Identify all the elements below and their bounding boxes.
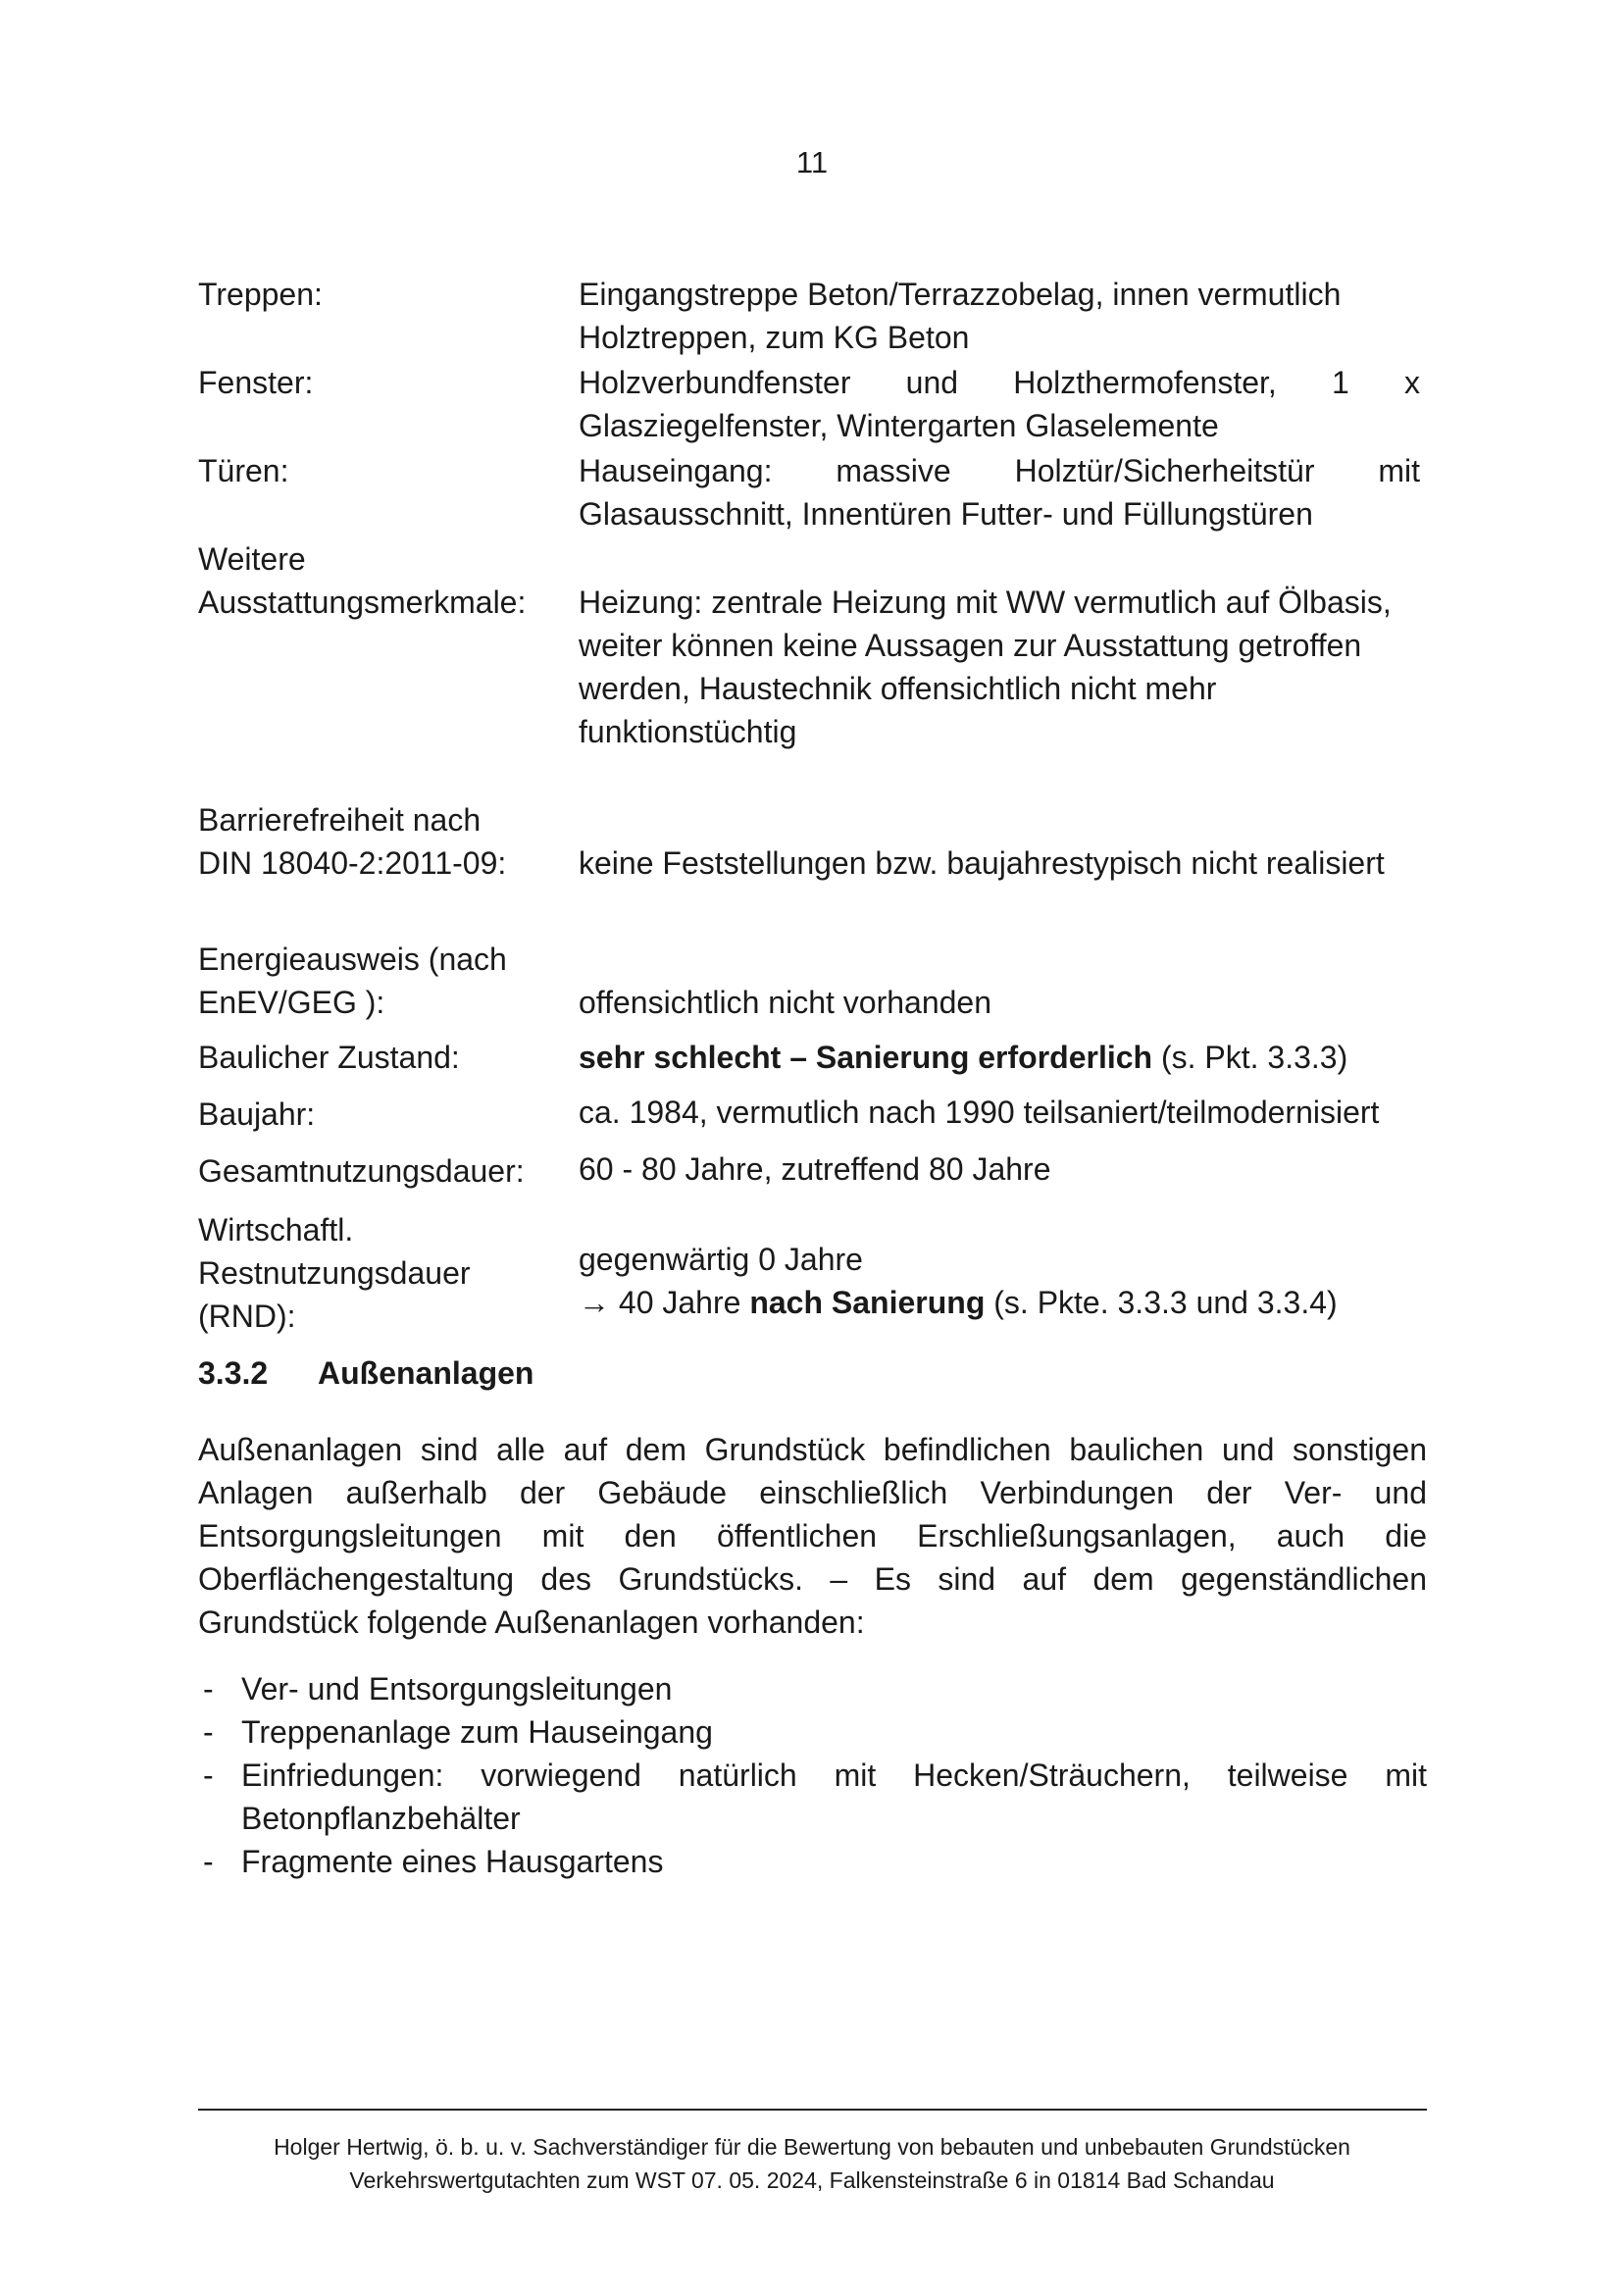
zustand-bold-text: sehr schlecht – Sanierung erforderlich — [579, 1040, 1153, 1075]
rnd-after-reference: (s. Pkte. 3.3.3 und 3.3.4) — [985, 1285, 1338, 1320]
value-tueren: Hauseingang: massive Holztür/Sicherheitstür mit Glasausschnitt, Innentüren Futter- und Füllungstüren — [579, 453, 1420, 532]
label-energieausweis: Energieausweis (nach EnEV/GEG ): — [198, 942, 507, 1020]
zustand-reference: (s. Pkt. 3.3.3) — [1152, 1040, 1348, 1075]
label-baulicher-zustand: Baulicher Zustand: — [198, 1040, 460, 1075]
footer-line-2: Verkehrswertgutachten zum WST 07. 05. 2024, Falkensteinstraße 6 in 01814 Bad Schandau — [349, 2167, 1275, 2193]
footer-divider — [198, 2109, 1427, 2111]
footer-line-1: Holger Hertwig, ö. b. u. v. Sachverständiger für die Bewertung von bebauten und unbebauten Grundstücken — [274, 2134, 1350, 2160]
value-baulicher-zustand — [579, 1036, 1420, 1079]
value-baujahr: ca. 1984, vermutlich nach 1990 teilsaniert/teilmodernisiert — [579, 1095, 1380, 1130]
label-weitere-ausstattung: Weitere Ausstattungsmerkmale: — [198, 541, 527, 620]
list-item: - Ver- und Entsorgungsleitungen — [198, 1667, 1427, 1710]
list-item: - Einfriedungen: vorwiegend natürlich mit Hecken/Sträuchern, teilweise mit Betonpflanzbehälter — [198, 1754, 1427, 1840]
rnd-after-prefix: → 40 Jahre — [579, 1285, 750, 1320]
value-energieausweis: offensichtlich nicht vorhanden — [579, 985, 992, 1020]
list-item: - Fragmente eines Hausgartens — [198, 1840, 1427, 1883]
label-fenster: Fenster: — [198, 365, 314, 400]
value-barrierefreiheit: keine Feststellungen bzw. baujahrestypisch nicht realisiert — [579, 845, 1385, 881]
value-treppen: Eingangstreppe Beton/Terrazzobelag, innen vermutlich Holztreppen, zum KG Beton — [579, 277, 1342, 355]
label-barrierefreiheit: Barrierefreiheit nach DIN 18040-2:2011-09: — [198, 802, 507, 881]
label-gesamtnutzungsdauer: Gesamtnutzungsdauer: — [198, 1153, 525, 1189]
list-item: - Treppenanlage zum Hauseingang — [198, 1710, 1427, 1754]
value-fenster: Holzverbundfenster und Holzthermofenster, 1 x Glasziegelfenster, Wintergarten Glaselemente — [579, 365, 1420, 443]
value-gesamtnutzungsdauer: 60 - 80 Jahre, zutreffend 80 Jahre — [579, 1151, 1051, 1187]
label-baujahr: Baujahr: — [198, 1096, 316, 1132]
section-number: 3.3.2 — [198, 1355, 269, 1391]
label-treppen: Treppen: — [198, 277, 323, 312]
rnd-current: gegenwärtig 0 Jahre — [579, 1242, 863, 1277]
value-weitere-ausstattung: Heizung: zentrale Heizung mit WW vermutlich auf Ölbasis, weiter können keine Aussagen zur Ausstattung getroffen werden, Haustechnik offensichtlich nicht mehr funktionstüchtig — [579, 585, 1392, 749]
section-paragraph: Außenanlagen sind alle auf dem Grundstück befindlichen baulichen und sonstigen Anlagen außerhalb der Gebäude einschließlich Verbindungen der Ver- und Entsorgungsleitungen mit den öffentlichen Erschließungsanlagen, auch die Oberflächengestaltung des Grundstücks. – Es sind auf dem gegenständlichen Grundstück folgende Außenanlagen vorhanden: — [198, 1432, 1427, 1640]
rnd-after — [579, 1281, 1420, 1324]
rnd-after-bold: nach Sanierung — [749, 1285, 986, 1320]
label-restnutzungsdauer: Wirtschaftl. Restnutzungsdauer (RND): — [198, 1212, 471, 1334]
aussenanlagen-list — [198, 1667, 1427, 1883]
section-heading — [198, 1351, 533, 1395]
label-tueren: Türen: — [198, 453, 289, 488]
section-title: Außenanlagen — [318, 1355, 534, 1391]
page-number: 11 — [795, 145, 829, 179]
value-restnutzungsdauer — [579, 1238, 1420, 1324]
